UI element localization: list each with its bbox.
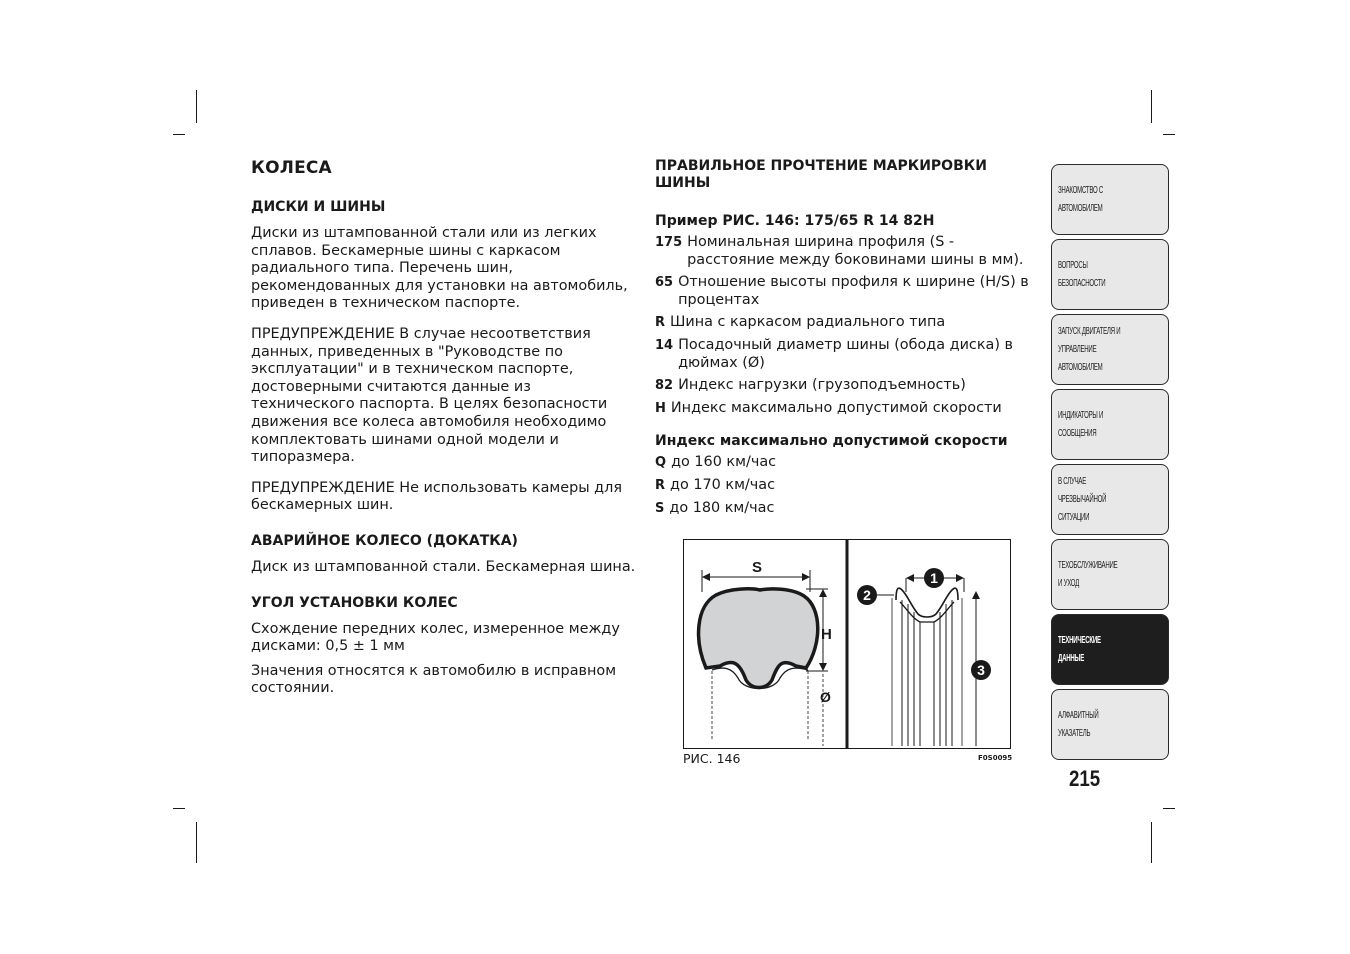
speed-index-list — [655, 454, 1033, 517]
callout-3 — [971, 660, 991, 680]
list-item — [655, 477, 1033, 495]
callout-1 — [924, 568, 944, 588]
list-item — [655, 500, 1033, 518]
tab-label-line: ЧРЕЗВЫЧАЙНОЙ — [1058, 493, 1107, 505]
callout-2 — [857, 585, 877, 605]
tab-label-line: ДАННЫЕ — [1058, 652, 1085, 664]
speed-text: до 170 км/час — [670, 476, 776, 493]
section-heading-rims-tires: ДИСКИ И ШИНЫ — [251, 199, 386, 215]
marking-text: Отношение высоты профиля к ширине (H/S) в процентах — [678, 274, 1029, 308]
tab-label-line: ТЕХОБСЛУЖИВАНИЕ — [1058, 559, 1118, 571]
marking-key: 82 — [655, 378, 674, 394]
speed-key: S — [655, 500, 665, 516]
section-heading-wheel-alignment: УГОЛ УСТАНОВКИ КОЛЕС — [251, 594, 458, 611]
marking-text: Посадочный диаметр шины (обода диска) в дюймах (Ø) — [678, 336, 1014, 371]
list-item — [655, 314, 1033, 332]
marking-key: H — [655, 400, 666, 416]
callout-3-label: 3 — [977, 662, 985, 678]
speed-text: до 160 км/час — [671, 454, 777, 471]
tab-label-line: УПРАВЛЕНИЕ — [1058, 343, 1097, 355]
crop-mark — [1151, 90, 1152, 123]
tire-cross-section — [699, 570, 828, 746]
crop-mark — [196, 90, 197, 123]
tab-label-line: УКАЗАТЕЛЬ — [1058, 727, 1091, 739]
crop-mark — [1163, 134, 1175, 135]
tab-starting-driving[interactable] — [1051, 314, 1169, 385]
warning-paragraph: ПРЕДУПРЕЖДЕНИЕ В случае несоответствия данных, приведенных в "Руководстве по эксплуатации" и в техническом паспорте, достоверными считаются данные из технического паспорта. В целях безопасности движения все колеса автомобиля необходимо комплектовать шинами одной модели и типоразмера. — [251, 325, 608, 466]
label-s: S — [752, 559, 763, 576]
crop-mark — [173, 808, 185, 809]
list-item — [655, 337, 1033, 372]
section-title: КОЛЕСА — [251, 158, 332, 178]
speed-key: R — [655, 477, 666, 493]
marking-text: Индекс максимально допустимой скорости — [670, 399, 1002, 416]
paragraph: Диски из штампованной стали или из легких сплавов. Бескамерные шины с каркасом радиального типа. Перечень шин, рекомендованных для установки на автомобиль, приведен в техническом паспорте. — [251, 225, 628, 312]
example-heading: Пример РИС. 146: 175/65 R 14 82H — [655, 213, 935, 229]
left-column — [251, 158, 637, 711]
label-h: H — [821, 626, 832, 643]
tab-label-line: АЛФАВИТНЫЙ — [1058, 709, 1099, 721]
warning-paragraph: ПРЕДУПРЕЖДЕНИЕ Не использовать камеры для бескамерных шин. — [251, 479, 622, 514]
middle-column — [655, 158, 1033, 527]
tab-intro[interactable] — [1051, 164, 1169, 235]
list-item — [655, 274, 1033, 309]
tab-label-line: ТЕХНИЧЕСКИЕ — [1058, 634, 1101, 646]
chapter-tabs — [1051, 164, 1169, 764]
tab-label-line: СИТУАЦИИ — [1058, 511, 1090, 523]
crop-mark — [1163, 808, 1175, 809]
marking-key: 65 — [655, 275, 674, 291]
tab-safety[interactable] — [1051, 239, 1169, 310]
section-heading-spare-wheel: АВАРИЙНОЕ КОЛЕСО (ДОКАТКА) — [251, 532, 518, 549]
tab-maintenance[interactable] — [1051, 539, 1169, 610]
tab-label-line: ЗНАКОМСТВО С — [1058, 184, 1104, 196]
page-number: 215 — [1069, 766, 1101, 791]
speed-index-heading: Индекс максимально допустимой скорости — [655, 433, 1008, 450]
marking-key: R — [655, 315, 666, 331]
tab-technical-data[interactable] — [1051, 614, 1169, 685]
rim-profile — [877, 578, 976, 746]
marking-text: Шина с каркасом радиального типа — [670, 314, 946, 331]
tab-label-line: БЕЗОПАСНОСТИ — [1058, 277, 1106, 289]
label-diameter: Ø — [820, 689, 831, 705]
callout-2-label: 2 — [863, 587, 871, 603]
paragraph: Значения относятся к автомобилю в исправном состоянии. — [251, 662, 617, 697]
section-heading-tire-marking: ПРАВИЛЬНОЕ ПРОЧТЕНИЕ МАРКИРОВКИ ШИНЫ — [655, 158, 987, 191]
paragraph: Схождение передних колес, измеренное между дисками: 0,5 ± 1 мм — [251, 620, 620, 655]
tire-diagram — [683, 539, 1011, 749]
marking-key: 175 — [655, 235, 683, 250]
tab-label-line: ВОПРОСЫ — [1058, 259, 1088, 271]
list-item — [655, 454, 1033, 472]
list-item — [655, 400, 1033, 418]
speed-text: до 180 км/час — [669, 499, 775, 516]
marking-text: Номинальная ширина профиля (S - расстояние между боковинами шины в мм). — [687, 234, 1024, 268]
tab-label-line: АВТОМОБИЛЕМ — [1058, 361, 1103, 373]
list-item — [655, 234, 1033, 269]
figure-caption: РИС. 146 — [683, 751, 741, 766]
marking-key: 14 — [655, 337, 674, 353]
marking-list — [655, 234, 1033, 417]
paragraph: Диск из штампованной стали. Бескамерная шина. — [251, 558, 636, 575]
tab-emergency[interactable] — [1051, 464, 1169, 535]
tab-label-line: ЗАПУСК ДВИГАТЕЛЯ И — [1058, 325, 1121, 337]
callout-1-label: 1 — [930, 570, 938, 586]
crop-mark — [196, 822, 197, 863]
tab-label-line: СООБЩЕНИЯ — [1058, 427, 1097, 439]
crop-mark — [1151, 822, 1152, 863]
tab-label-line: АВТОМОБИЛЕМ — [1058, 202, 1103, 214]
tab-indicators[interactable] — [1051, 389, 1169, 460]
tab-index[interactable] — [1051, 689, 1169, 760]
marking-text: Индекс нагрузки (грузоподъемность) — [678, 377, 966, 394]
figure-code: F0S0095 — [978, 754, 1013, 762]
tab-label-line: И УХОД — [1058, 577, 1080, 589]
tab-label-line: ИНДИКАТОРЫ И — [1058, 409, 1104, 421]
tab-label-line: В СЛУЧАЕ — [1058, 475, 1087, 487]
speed-key: Q — [655, 455, 667, 471]
list-item — [655, 377, 1033, 395]
crop-mark — [173, 134, 185, 135]
